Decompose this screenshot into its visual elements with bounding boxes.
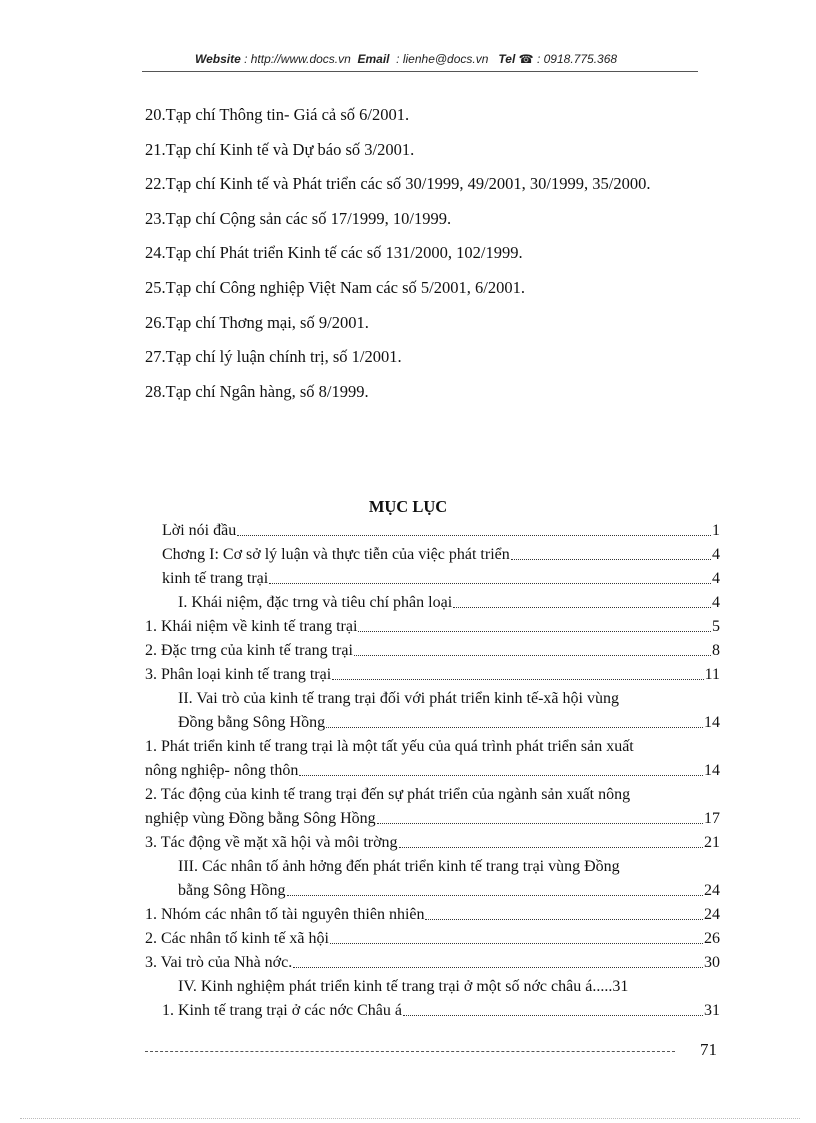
toc-entry-page: 1 xyxy=(712,522,720,539)
toc-entry-text: Chơng I: Cơ sở lý luận và thực tiễn của việc phát triển xyxy=(162,546,510,563)
toc-entry-text: nông nghiệp- nông thôn xyxy=(145,762,299,779)
toc-entry-text: 1. Khái niệm về kinh tế trang trại xyxy=(145,618,358,635)
website-label: Website xyxy=(194,52,241,66)
toc-entry-page: 4 xyxy=(712,570,720,587)
toc-entry[interactable] xyxy=(178,880,720,902)
toc-entry-page: 5 xyxy=(712,618,720,635)
toc-entry-page: 24 xyxy=(704,906,720,923)
toc-entry-text: bằng Sông Hồng xyxy=(178,882,286,899)
toc-entry-page: 26 xyxy=(704,930,720,947)
toc-entry-text: IV. Kinh nghiệm phát triển kinh tế trang trại ở một số nớc châu á..... xyxy=(178,978,613,995)
toc-leader xyxy=(326,726,703,728)
toc-entry[interactable] xyxy=(178,976,720,998)
footer-divider xyxy=(145,1051,675,1052)
toc-entry[interactable] xyxy=(145,808,720,830)
email-value[interactable]: : lienhe@docs.vn xyxy=(396,52,489,66)
toc-entry[interactable] xyxy=(145,640,720,662)
toc-entry-page: 30 xyxy=(704,954,720,971)
toc-leader xyxy=(293,966,703,968)
tel-value: : 0918.775.368 xyxy=(536,52,618,66)
toc-leader xyxy=(453,606,711,608)
toc-entry[interactable] xyxy=(162,544,720,566)
toc-leader xyxy=(299,774,703,776)
reference-item: 28.Tạp chí Ngân hàng, số 8/1999. xyxy=(145,381,369,401)
email-label: Email xyxy=(357,52,390,66)
toc-entry[interactable] xyxy=(145,760,720,782)
toc-leader xyxy=(399,846,703,848)
toc-leader xyxy=(511,558,711,560)
toc-entry-page: 21 xyxy=(704,834,720,851)
reference-item: 25.Tạp chí Công nghiệp Việt Nam các số 5/2001, 6/2001. xyxy=(145,277,525,297)
reference-item: 21.Tạp chí Kinh tế và Dự báo số 3/2001. xyxy=(145,139,415,159)
toc-entry[interactable] xyxy=(162,520,720,542)
toc-leader xyxy=(403,1014,703,1016)
toc-leader xyxy=(237,534,711,536)
toc-entry[interactable] xyxy=(145,616,720,638)
toc-entry-text: 1. Kinh tế trang trại ở các nớc Châu á xyxy=(162,1002,402,1019)
toc-leader xyxy=(332,678,703,680)
toc-entry[interactable] xyxy=(162,568,720,590)
toc-entry-text: 3. Tác động về mặt xã hội và môi trờng xyxy=(145,834,398,851)
toc-entry-page: 31 xyxy=(704,1002,720,1019)
toc-leader xyxy=(358,630,711,632)
toc-entry-page: 17 xyxy=(704,810,720,827)
toc-leader xyxy=(269,582,711,584)
toc-entry-page: 8 xyxy=(712,642,720,659)
header-divider xyxy=(142,71,698,72)
toc-entry[interactable] xyxy=(145,664,720,686)
toc-entry-text: I. Khái niệm, đặc trng và tiêu chí phân loại xyxy=(178,594,453,611)
toc-entry-text: Đồng bằng Sông Hồng xyxy=(178,714,326,731)
toc-entry-text: 3. Phân loại kinh tế trang trại xyxy=(145,666,332,683)
reference-list xyxy=(145,103,650,414)
toc-entry[interactable] xyxy=(145,928,720,950)
toc-entry-page: 14 xyxy=(704,714,720,731)
toc-leader xyxy=(287,894,703,896)
toc-entry-text: nghiệp vùng Đồng bằng Sông Hồng xyxy=(145,810,376,827)
toc-entry-text: Lời nói đầu xyxy=(162,522,237,539)
toc-entry-text: 2. Tác động của kinh tế trang trại đến sự phát triển của ngành sản xuất nông xyxy=(145,786,631,803)
toc-entry-page: 31 xyxy=(612,978,629,995)
toc-entry-text: 3. Vai trò của Nhà nớc. xyxy=(145,954,293,971)
toc-title: MỤC LỤC xyxy=(368,497,448,516)
page-number: 71 xyxy=(700,1040,717,1059)
toc-entry-text: II. Vai trò của kinh tế trang trại đối với phát triển kinh tế-xã hội vùng xyxy=(178,690,619,707)
toc-entry[interactable] xyxy=(145,832,720,854)
toc-entry-text: 1. Phát triển kinh tế trang trại là một tất yếu của quá trình phát triển sản xuất xyxy=(145,738,634,755)
toc-entry-page: 24 xyxy=(704,882,720,899)
toc-entry-text: 1. Nhóm các nhân tố tài nguyên thiên nhiên xyxy=(145,906,425,923)
toc-entry[interactable] xyxy=(145,952,720,974)
toc-entry-text: 2. Đặc trng của kinh tế trang trại xyxy=(145,642,353,659)
toc-entry[interactable] xyxy=(162,1000,720,1022)
page-header xyxy=(145,52,667,66)
reference-item: 23.Tạp chí Cộng sản các số 17/1999, 10/1999. xyxy=(145,208,452,228)
reference-item: 27.Tạp chí lý luận chính trị, số 1/2001. xyxy=(145,347,402,367)
reference-item: 24.Tạp chí Phát triển Kinh tế các số 131/2000, 102/1999. xyxy=(145,243,523,263)
tel-label: Tel xyxy=(498,52,516,66)
phone-icon: ☎ xyxy=(518,52,534,66)
toc-leader xyxy=(354,654,711,656)
website-value[interactable]: : http://www.docs.vn xyxy=(244,52,351,66)
toc-entry[interactable] xyxy=(145,904,720,926)
reference-item: 20.Tạp chí Thông tin- Giá cả số 6/2001. xyxy=(145,105,410,124)
toc-entry[interactable] xyxy=(178,592,720,614)
reference-item: 22.Tạp chí Kinh tế và Phát triển các số 30/1999, 49/2001, 30/1999, 35/2000. xyxy=(145,174,651,194)
toc-entry-text: III. Các nhân tố ảnh hởng đến phát triển kinh tế trang trại vùng Đồng xyxy=(178,858,620,875)
toc-entry-page: 11 xyxy=(704,666,720,683)
toc-leader xyxy=(377,822,703,824)
toc-entry-text: kinh tế trang trại xyxy=(162,570,269,587)
toc-entry-page: 14 xyxy=(704,762,720,779)
page-edge-divider xyxy=(20,1118,800,1119)
toc-entry-text: 2. Các nhân tố kinh tế xã hội xyxy=(145,930,329,947)
toc-entry-page: 4 xyxy=(712,546,720,563)
toc-leader xyxy=(330,942,703,944)
toc-entry[interactable] xyxy=(178,712,720,734)
toc-leader xyxy=(425,918,703,920)
toc-entry-page: 4 xyxy=(712,594,720,611)
reference-item: 26.Tạp chí Thơng mại, số 9/2001. xyxy=(145,312,369,332)
